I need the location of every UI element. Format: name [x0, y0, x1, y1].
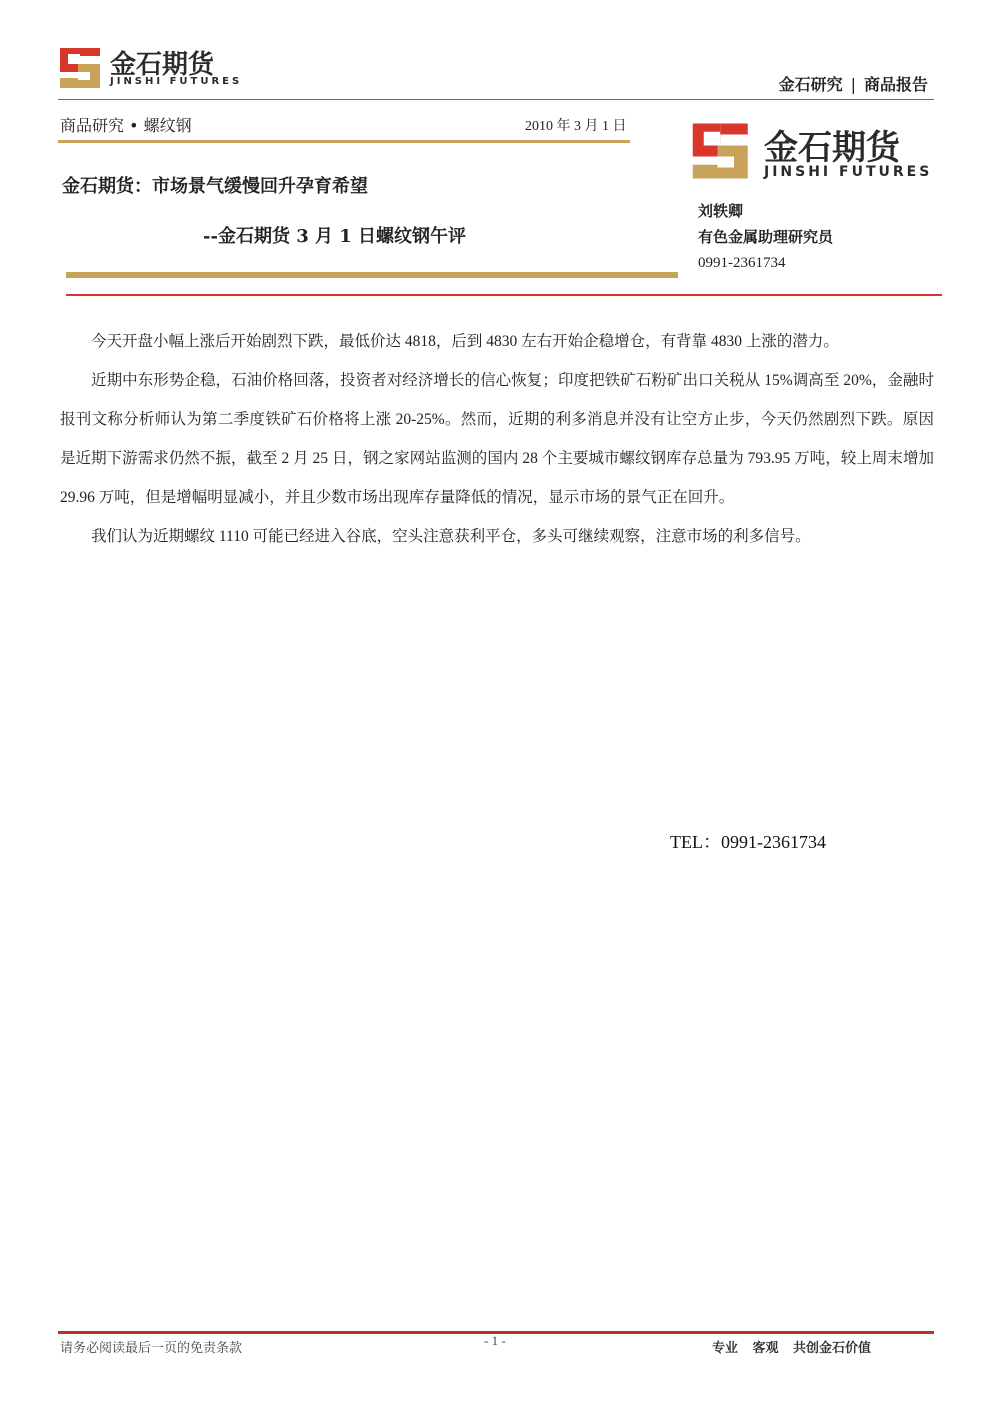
- report-title: 金石期货：市场景气缓慢回升孕育希望: [62, 176, 368, 197]
- body-paragraph: 近期中东形势企稳，石油价格回落，投资者对经济增长的信心恢复；印度把铁矿石粉矿出口关税从 15%调高至 20%，金融时报刊文称分析师认为第二季度铁矿石价格将上涨 20-25%。然而，近期的利多消息并没有让空方止步，今天仍然剧烈下跌。原因是近期下游需求仍然不振，截至 2 月 25 日，钢之家网站监测的国内 28 个主要城市螺纹钢库存总量为 793.95 万吨，较上周末增加 29.96 万吨，但是增幅明显减小，并且少数市场出现库存量降低的情况，显示市场的景气正在回升。: [60, 372, 934, 506]
- author-block: [698, 198, 833, 276]
- section-separator: |: [850, 75, 856, 94]
- header-divider: [58, 99, 934, 100]
- main-logo-text-cn: 金石期货: [764, 128, 900, 168]
- main-logo: [690, 118, 933, 186]
- report-body: [60, 322, 934, 556]
- section-report: 商品报告: [863, 75, 928, 94]
- logo-text-en: JINSHI FUTURES: [110, 76, 243, 87]
- jinshi-s-logo-icon: [58, 46, 106, 90]
- author-position: 有色金属助理研究员: [698, 228, 834, 246]
- jinshi-s-logo-icon: [690, 120, 756, 182]
- page-number: - 1 -: [484, 1333, 506, 1348]
- contact-tel: TEL：0991-2361734: [670, 832, 826, 852]
- footer-slogan: 专业 客观 共创金石价值: [712, 1341, 872, 1356]
- gold-divider-top: [58, 140, 630, 143]
- author-phone: 0991-2361734: [698, 255, 786, 271]
- category-label: 商品研究 • 螺纹钢: [60, 116, 192, 135]
- report-date: 2010 年 3 月 1 日: [525, 119, 627, 134]
- author-name: 刘轶卿: [698, 202, 744, 220]
- report-section: [779, 72, 928, 95]
- section-research: 金石研究: [778, 75, 843, 94]
- report-subtitle: --金石期货 3 月 1 日螺纹钢午评: [203, 226, 467, 247]
- header-logo: [58, 44, 243, 94]
- footer-disclaimer: 请务必阅读最后一页的免责条款: [60, 1341, 243, 1356]
- gold-divider-bottom: [66, 272, 678, 278]
- body-paragraph: 我们认为近期螺纹 1110 可能已经进入谷底，空头注意获利平仓，多头可继续观察，注意市场的利多信号。: [91, 528, 811, 545]
- main-logo-text-en: JINSHI FUTURES: [764, 164, 933, 180]
- content-divider: [66, 294, 942, 296]
- body-paragraph: 今天开盘小幅上涨后开始剧烈下跌，最低价达 4818，后到 4830 左右开始企稳增仓，有背靠 4830 上涨的潜力。: [91, 333, 839, 350]
- logo-text-cn: 金石期货: [110, 50, 215, 80]
